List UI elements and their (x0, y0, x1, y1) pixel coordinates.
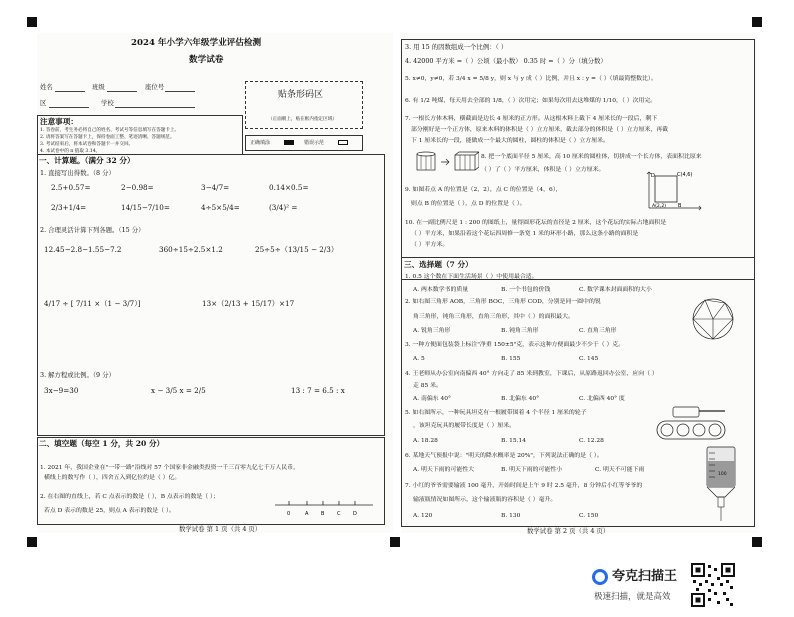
page-footer: 数学试卷 第 1 页（共 4 页） (179, 525, 262, 533)
question-text: 角三角形，钝角三角形，直角三角形，其中（ ）的面积最大。 (413, 314, 574, 320)
option: B. 15.14 (501, 438, 526, 444)
question-text: 2. 在右图的直线上，若 C 点表示的数是（ ），B 点表示的数是（ ）； (40, 494, 219, 500)
question-text: 5. x≠0，y≠0，若 3/4 x = 5/8 y，则 x 与 y 成（ ）比例，并且 x : y =（ ）（填最简整数比）。 (405, 76, 657, 82)
axis-label: B (321, 511, 325, 517)
calc-item: 13×（2/13 + 15/17）×17 (202, 299, 295, 308)
calc-item: 360÷15÷2.5×1.2 (159, 245, 223, 254)
notes-title: 注意事项： (40, 117, 78, 126)
option: A. 120 (413, 513, 433, 519)
question-text: （ ）平方米。 (411, 242, 449, 248)
question-text: 6. 有 1/2 吨煤，每天用去全部的 1/8，（ ）次用完；如果每次用去这堆煤的 1/10，（ ）次用完。 (405, 98, 657, 104)
note-line: 4. 本试卷中的 π 值取 3.14。 (40, 149, 101, 154)
section-title: 三、选择题（7 分） (404, 260, 473, 269)
calc-item: 14/15−7/10= (121, 203, 170, 212)
note-line: 3. 考试结束后，将本试卷和答题卡一并交回。 (40, 142, 134, 147)
option: B. 一个书包的价钱 (501, 287, 551, 293)
point-label: C(4,6) (677, 172, 693, 178)
question-text: ，该坦克玩具的履带长度是（ ）厘米。 (413, 423, 516, 429)
scanner-logo-icon (592, 569, 608, 585)
option: A. 18.28 (413, 438, 438, 444)
axis-label: C (337, 511, 341, 517)
option: C. 145 (579, 356, 599, 362)
question-label: 1. 直接写出得数。（8 分） (40, 169, 115, 177)
registration-mark (27, 17, 37, 27)
option: A. 两本数学书的质量 (413, 287, 469, 293)
option: C. 明天不可能下雨 (595, 467, 645, 473)
option: C. 直角三角形 (579, 328, 617, 334)
equation-item: 13 : 7 = 6.5 : x (291, 386, 345, 395)
question-text: 7. 小红的爷爷需要输液 100 毫升，开始时间是上午 9 时 2.5 毫升，8 分钟后小红等爷爷的 (405, 483, 643, 489)
option: C. 北偏西 40° 度 (579, 396, 625, 402)
option: C. 150 (579, 513, 599, 519)
page-footer: 数学试卷 第 2 页（共 4 页） (527, 527, 610, 535)
coordinate-figure (645, 170, 703, 212)
exam-title: 2024 年小学六年级学业评估检测 (131, 38, 262, 48)
question-text: 1. 2021 年，我国企业在"一带一路"沿线对 57 个国家非金融类投资一千三百零九亿七千万人民币， (40, 465, 299, 471)
option: A. 南偏东 40° (413, 396, 451, 402)
axis-label: D (353, 511, 357, 517)
section-title: 二、填空题（每空 1 分，共 20 分） (39, 439, 165, 448)
question-text: 若点 D 表示的数是 25，则点 A 表示的数是（ ）。 (44, 508, 175, 514)
point-label: D (651, 173, 655, 179)
info-class-label: 班级 (92, 83, 105, 91)
question-text: 2. 如右图三角形 AOB，三角形 BOC，三角形 COD，分别是同一圆中的锐 (405, 299, 601, 305)
bottle-scale-label: 100 (718, 472, 727, 477)
calc-item: 12.45−2.8−1.55−7.2 (44, 245, 122, 254)
option: A. 锐角三角形 (413, 328, 451, 334)
number-line-figure (273, 493, 377, 519)
registration-mark (390, 537, 400, 547)
question-text: 1. 0.5 这个数在下面生活场景（ ）中使用最合适。 (405, 274, 538, 280)
point-label: A(2,2) (652, 204, 667, 209)
question-text: 4. 42000 平方米 =（ ）公顷（最小数） 0.35 时 =（ ）分（填分数） (405, 57, 607, 65)
calc-item: 2/3+1/4= (51, 203, 87, 212)
info-school-label: 学校 (101, 99, 114, 107)
registration-mark (27, 537, 37, 547)
fill-legend: 正确填涂 错误示范 (245, 135, 363, 151)
question-text: 走 85 米。 (413, 383, 442, 389)
question-text: 部分刚好是一个正方体，原来木料的体积是（ ）立方厘米，截去部分的体积是（ ）立方厘米，再截 (411, 127, 669, 133)
tank-figure (655, 405, 729, 441)
question-label: 3. 解方程或比例。（9 分） (40, 371, 115, 379)
exam-page-left (37, 33, 393, 533)
exam-page-right (401, 33, 757, 533)
question-text: （ ）平方米，如果沿着这个花坛四周修一条宽 1 米的环形小路，那么这条小路的面积是 (411, 231, 639, 237)
iv-bottle-figure (701, 445, 743, 521)
calc-item: 4÷5×5/4= (201, 203, 240, 212)
scanner-watermark (592, 566, 792, 612)
qr-code-icon (690, 562, 736, 608)
note-line: 2. 请将答案写在答题卡上，保持卷面工整、笔迹清晰、答题规范。 (40, 135, 175, 140)
calc-item: (3/4)² = (269, 203, 298, 212)
scanner-brand: 夸克扫描王 (612, 569, 678, 584)
circle-triangles-figure (685, 295, 741, 343)
question-text: 5. 如右图所示，一种玩具坦克有一根履带围着 4 个半径 1 厘米的轮子 (405, 410, 587, 416)
question-text: 则点 B 的位置是（ ），点 D 的位置是（ ）。 (411, 201, 526, 207)
question-text: 3. 一种方便面包装袋上标注"净重 150±5"克，表示这种方便面最少不少于（ ）克。 (405, 342, 625, 348)
question-text: 7. 一根长方体木料，横截面是边长 4 厘米的正方形。从这根木料上截下 4 厘米长的一段后，剩下 (405, 116, 658, 122)
axis-label: A (305, 511, 309, 517)
barcode-note: （正面朝上，贴在框内指定区域） (268, 117, 337, 122)
barcode-area (245, 81, 363, 129)
wrong-fill-mark (338, 140, 348, 145)
question-text: 3. 用 15 的因数组成一个比例：（ ） (405, 43, 508, 51)
calc-item: 4/17 ÷ [ 7/11 ×（1 − 3/7）] (44, 299, 141, 308)
calc-item: 2.5+0.57= (51, 183, 91, 192)
calc-item: 25÷5÷（13/15 − 2/3） (255, 245, 339, 254)
option: B. 155 (501, 356, 521, 362)
cylinder-figure (415, 151, 479, 173)
option: B. 明天下雨的可能性小 (501, 467, 563, 473)
correct-fill-mark (284, 140, 294, 145)
info-district-label: 区 (40, 99, 47, 107)
option: B. 北偏东 40° (501, 396, 540, 402)
barcode-label: 贴条形码区 (278, 90, 324, 100)
point-label: B (678, 203, 682, 209)
option: B. 钝角三角形 (501, 328, 539, 334)
option: C. 12.28 (579, 438, 604, 444)
notes-box (37, 115, 243, 155)
calc-item: 2−0.98= (121, 183, 154, 192)
equation-item: 3x−9=30 (44, 386, 79, 395)
question-text: 输液瓶情况如图所示，这个输液瓶的容积是（ ）毫升。 (413, 497, 557, 503)
question-text: 6. 某地天气预报中说："明天的降水概率是 20%"，下列说法正确的是（ ）。 (405, 453, 603, 459)
scanner-slogan: 极速扫描，就是高效 (594, 592, 671, 602)
registration-mark (752, 537, 762, 547)
option: C. 数学课本封面面积的大小 (579, 287, 652, 293)
exam-subtitle: 数学试卷 (189, 55, 224, 65)
question-label: 2. 合理灵活计算下列各题。（15 分） (40, 226, 145, 234)
option: A. 5 (413, 356, 425, 362)
option: A. 明天下雨的可能性大 (413, 467, 475, 473)
section-title: 一、计算题。（满分 32 分） (39, 156, 135, 165)
question-text: 4. 王老师从办公室向南偏西 40° 方向走了 85 米到教室，下课后，从原路返回办公室，应向（ ） (405, 371, 658, 377)
note-line: 1. 答卷前，考生务必将自己的姓名、考试号等信息填写在答题卡上。 (40, 128, 180, 133)
question-text: （ ）了（ ）平方厘米，体积是（ ）立方厘米。 (481, 167, 605, 173)
question-text: 8. 把一个底面半径 5 厘米，高 10 厘米的圆柱体，切拼成一个长方体，表面积比原来 (481, 154, 702, 160)
info-seat-label: 座位号 (145, 83, 165, 91)
registration-mark (752, 17, 762, 27)
equation-item: x − 3/5 x = 2/5 (151, 386, 206, 395)
axis-label: 0 (287, 511, 291, 517)
question-text: 9. 如图若点 A 的位置是（2，2），点 C 的位置是（4，6）， (405, 187, 562, 193)
question-text: 横线上的数写作（ ），四舍五入到亿位约是（ ）亿。 (44, 475, 181, 481)
question-text: 10. 在一副比例尺是 1 : 200 的图纸上，量得圆形花坛的直径是 2 厘米，这个花坛的实际占地面积是 (405, 220, 667, 226)
calc-item: 3−4/7= (201, 183, 230, 192)
calc-item: 0.14×0.5= (269, 183, 309, 192)
question-text: 下 1 厘米长的一段，能做成一个最大的圆柱，圆柱的体积是（ ）立方厘米。 (411, 138, 609, 144)
option: B. 130 (501, 513, 521, 519)
info-name-label: 姓名 (40, 83, 53, 91)
